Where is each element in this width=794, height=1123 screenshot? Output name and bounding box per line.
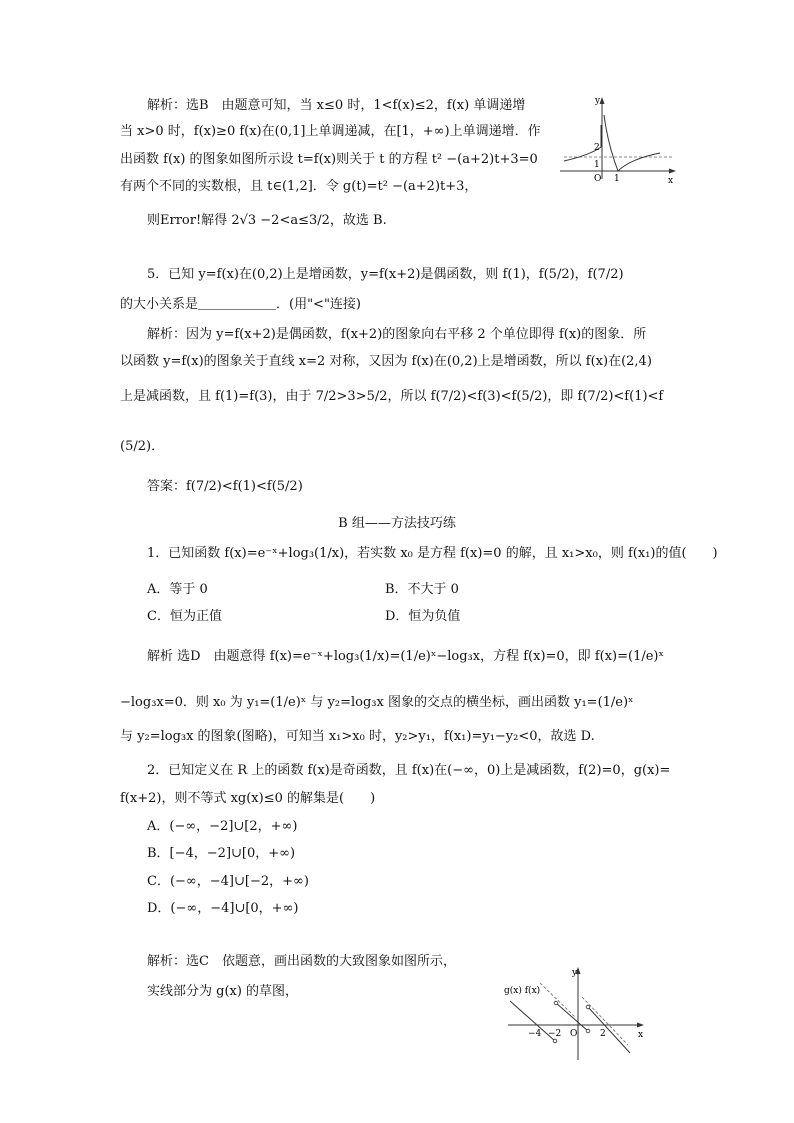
text-line: f(x+2)，则不等式 xg(x)≤0 的解集是( ) — [120, 791, 376, 806]
g-curve — [588, 1007, 630, 1053]
tick-label: 1 — [614, 174, 620, 184]
graph-2 — [500, 965, 650, 1065]
x-label: x — [638, 1030, 644, 1040]
text-line: 有两个不同的实数根，且 t∈(1,2]．令 g(t)=t² −(a+2)t+3， — [120, 179, 478, 194]
open-point — [553, 1039, 557, 1043]
x-label: x — [668, 176, 674, 186]
open-point — [586, 1029, 590, 1033]
text-line: 与 y₂=log₃x 的图象(图略)，可知当 x₁>x₀ 时，y₂>y₁，f(x₁)=y₁−y₂<0，故选 D. — [120, 729, 595, 744]
y-label: y — [572, 968, 578, 978]
g-curve — [556, 1003, 588, 1031]
option: B．[−4，−2]∪[0，+∞) — [147, 846, 296, 861]
question-2: 2．已知定义在 R 上的函数 f(x)是奇函数，且 f(x)在(−∞，0)上是减函数，f(2)=0，g(x)= — [147, 763, 671, 778]
option: A．(−∞，−2]∪[2，+∞) — [147, 819, 298, 834]
tick-label: −2 — [548, 1029, 562, 1039]
open-point — [554, 1001, 558, 1005]
tick-label: 2 — [594, 143, 600, 153]
text-line: 解析 选D 由题意得 f(x)=e⁻ˣ+log₃(1/x)=(1/e)ˣ−log₃x，方程 f(x)=0，即 f(x)=(1/e)ˣ — [147, 649, 664, 664]
question-1: 1．已知函数 f(x)=e⁻ˣ+log₃(1/x)，若实数 x₀ 是方程 f(x)=0 的解，且 x₁>x₀，则 f(x₁)的值( ) — [147, 546, 718, 561]
question-5: 5．已知 y=f(x)在(0,2)上是增函数，y=f(x+2)是偶函数，则 f(1)，f(5/2)，f(7/2) — [147, 267, 624, 282]
text-line: 解析：选C 依题意，画出函数的大致图象如图所示， — [147, 954, 456, 969]
option: C．(−∞，−4]∪[−2，+∞) — [147, 874, 309, 889]
y-label: y — [595, 96, 601, 106]
text-line: 当 x>0 时，f(x)≥0 f(x)在(0,1]上单调递减，在[1，+∞)上单调递增．作 — [120, 124, 541, 139]
f-curve — [540, 983, 575, 1017]
text-line: 以函数 y=f(x)的图象关于直线 x=2 对称，又因为 f(x)在(0,2)上是增函数，所以 f(x)在(2,4) — [120, 354, 652, 369]
option: A．等于 0 — [147, 582, 208, 597]
open-point — [586, 1005, 590, 1009]
tick-label: −4 — [528, 1029, 542, 1039]
text-line: 解析：选B 由题意可知，当 x≤0 时，1<f(x)≤2，f(x) 单调递增 — [147, 98, 526, 113]
tick-label: 1 — [594, 160, 600, 170]
text-line: 出函数 f(x) 的图象如图所示设 t=f(x)则关于 t 的方程 t² −(a+2)t+3=0 — [120, 152, 538, 167]
text-line: 的大小关系是＿＿＿＿＿＿．(用"<"连接) — [120, 297, 361, 312]
option: B．不大于 0 — [385, 582, 459, 597]
answer: 答案：f(7/2)<f(1)<f(5/2) — [147, 479, 303, 494]
text-line: 则Error!解得 2√3 −2<a≤3/2，故选 B. — [147, 213, 387, 228]
option: C．恒为正值 — [147, 609, 222, 624]
option: D．恒为负值 — [385, 609, 461, 624]
origin-label: O — [570, 1029, 578, 1039]
section-title: B 组——方法技巧练 — [338, 516, 456, 531]
curve-right — [604, 115, 660, 171]
text-line: 解析：因为 y=f(x+2)是偶函数，f(x+2)的图象向右平移 2 个单位即得 f(x)的图象．所 — [147, 327, 647, 342]
graph-1 — [560, 95, 680, 185]
text-line: −log₃x=0．则 x₀ 为 y₁=(1/e)ˣ 与 y₂=log₃x 图象的交点的横坐标，画出函数 y₁=(1/e)ˣ — [120, 695, 634, 710]
arrow-icon — [600, 97, 605, 104]
curve-labels: g(x) f(x) — [504, 986, 541, 996]
option: D．(−∞，−4]∪[0，+∞) — [147, 901, 299, 916]
arrow-icon — [669, 169, 676, 174]
text-line: (5/2)． — [120, 439, 165, 454]
tick-label: 2 — [600, 1029, 606, 1039]
text-line: 上是减函数，且 f(1)=f(3)，由于 7/2>3>5/2，所以 f(7/2)<f(3)<f(5/2)，即 f(7/2)<f(1)<f — [120, 389, 664, 404]
origin-label: O — [594, 174, 602, 184]
arrow-icon — [637, 1023, 644, 1028]
text-line: 实线部分为 g(x) 的草图， — [147, 984, 299, 999]
